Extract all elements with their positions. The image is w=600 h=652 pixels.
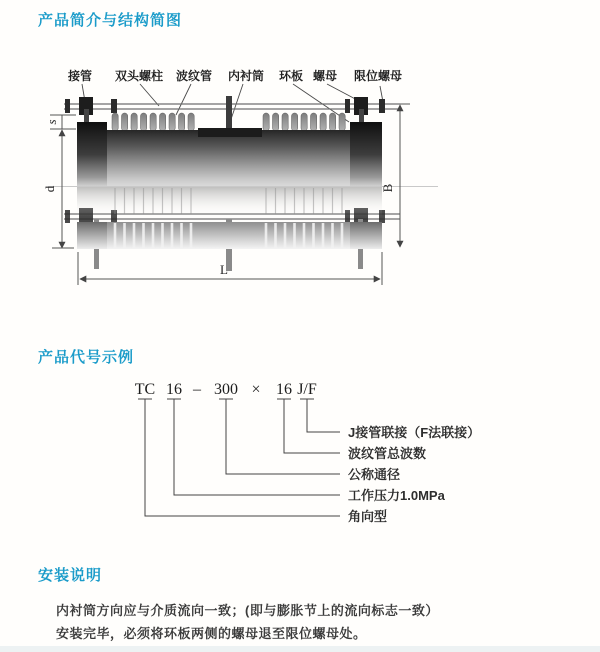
code-string — [135, 381, 317, 398]
install-instruction-line: 内衬筒方向应与介质流向一致；(即与膨胀节上的流向标志一致） — [56, 603, 439, 618]
section-title-install: 安装说明 — [38, 567, 103, 584]
section-title-intro: 产品简介与结构简图 — [38, 12, 183, 29]
part-label-ring-plate: 环板 — [278, 69, 304, 83]
section-title-code: 产品代号示例 — [38, 349, 135, 366]
code-part-joint: J/F — [297, 381, 317, 398]
dim-L: L — [220, 262, 228, 277]
callout-joint-type: J接管联接（F法联接） — [348, 425, 481, 440]
lower-shell — [77, 222, 382, 249]
code-callout-labels — [348, 425, 480, 524]
callout-working-pressure: 工作压力1.0MPa — [348, 488, 445, 503]
callout-wave-count: 波纹管总波数 — [348, 446, 427, 461]
lower-reflection — [77, 187, 382, 249]
callout-nominal-diameter: 公称通径 — [348, 467, 401, 482]
upper-shell — [77, 130, 382, 187]
code-part-waves: 16 — [276, 381, 292, 398]
code-part-dash: – — [193, 381, 201, 398]
inner-liner-edge — [198, 128, 262, 137]
part-label-bellows: 波纹管 — [175, 69, 213, 83]
code-part-type: TC — [134, 381, 156, 398]
dim-B: B — [380, 183, 395, 193]
center-stud — [226, 96, 232, 130]
part-label-connecting-pipe: 接管 — [67, 69, 93, 83]
dim-d: d — [42, 185, 57, 193]
structure-diagram — [28, 62, 458, 312]
part-label-double-stud: 双头螺柱 — [114, 69, 164, 83]
joint-body — [77, 122, 382, 187]
callout-angular-type: 角向型 — [348, 509, 388, 524]
part-label-limit-nut: 限位螺母 — [353, 69, 403, 83]
part-label-nut: 螺母 — [312, 69, 338, 83]
footer-strip — [0, 646, 600, 652]
product-code-diagram — [98, 376, 518, 526]
code-part-diameter: 300 — [214, 381, 238, 398]
right-flange — [350, 122, 382, 187]
dim-s: s — [44, 119, 59, 125]
left-flange — [77, 122, 107, 187]
part-label-inner-liner: 内衬筒 — [227, 69, 265, 83]
code-part-pressure: 16 — [166, 381, 182, 398]
install-instruction-line: 安装完毕，必须将环板两侧的螺母退至限位螺母处。 — [56, 626, 367, 641]
part-labels — [67, 68, 402, 83]
code-part-times: × — [251, 381, 261, 398]
code-callout-lines — [138, 399, 340, 516]
